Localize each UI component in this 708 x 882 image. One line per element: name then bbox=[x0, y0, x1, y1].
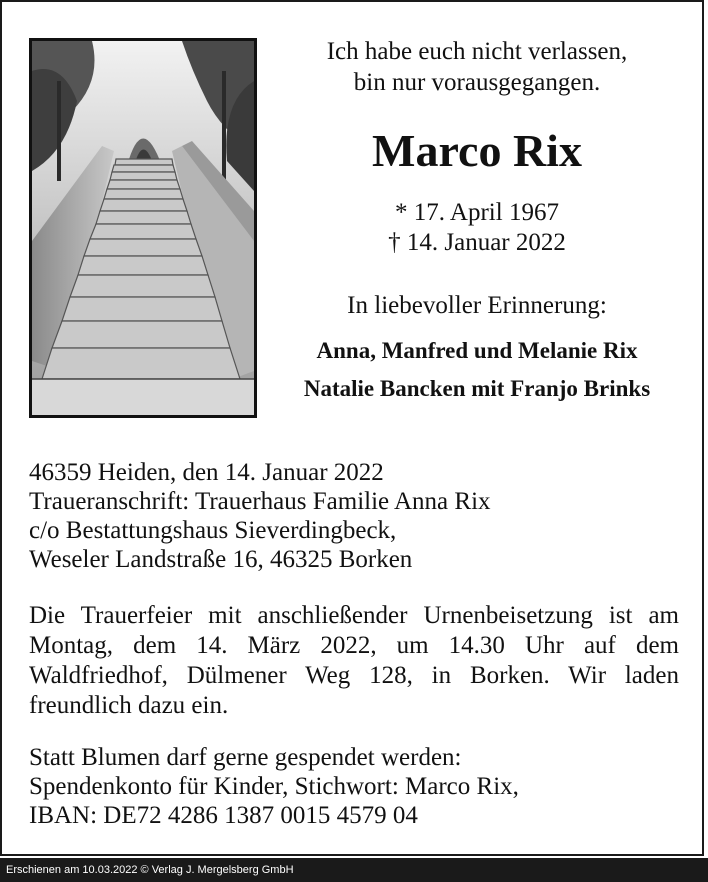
deceased-name: Marco Rix bbox=[372, 125, 582, 176]
memory-heading: In liebevoller Erinnerung: bbox=[347, 292, 607, 319]
quote bbox=[272, 36, 682, 98]
mourner-line: Anna, Manfred und Melanie Rix bbox=[316, 338, 638, 363]
mourner-line: Natalie Bancken mit Franjo Brinks bbox=[303, 376, 651, 401]
address-line: Traueranschrift: Trauerhaus Familie Anna Rix bbox=[29, 488, 491, 515]
staircase-image bbox=[32, 41, 254, 415]
quote-line: bin nur vorausgegangen. bbox=[353, 69, 601, 96]
mourning-address bbox=[29, 458, 679, 574]
mourners bbox=[272, 332, 682, 408]
life-dates bbox=[272, 198, 682, 258]
death-date: † 14. Januar 2022 bbox=[388, 229, 566, 256]
address-line: Weseler Landstraße 16, 46325 Borken bbox=[29, 546, 413, 573]
donation-line: Statt Blumen darf gerne gespendet werden: bbox=[29, 744, 462, 771]
ceremony-text: Die Trauerfeier mit anschließender Urnenbeisetzung ist am Montag, dem 14. März 2022, um 14.30 Uhr auf dem Waldfriedhof, Dülmener Weg 128, in Borken. Wir laden freundlich dazu ein. bbox=[29, 602, 679, 719]
stone-staircase-photo bbox=[29, 38, 257, 418]
donation-info bbox=[29, 743, 679, 830]
address-line: c/o Bestattungshaus Sieverdingbeck, bbox=[29, 517, 397, 544]
address-line: 46359 Heiden, den 14. Januar 2022 bbox=[29, 459, 384, 486]
publication-footer: Erschienen am 10.03.2022 © Verlag J. Mergelsberg GmbH bbox=[0, 858, 708, 882]
birth-date: * 17. April 1967 bbox=[395, 199, 559, 226]
donation-line: Spendenkonto für Kinder, Stichwort: Marco Rix, bbox=[29, 773, 519, 800]
donation-line: IBAN: DE72 4286 1387 0015 4579 04 bbox=[29, 802, 418, 829]
quote-line: Ich habe euch nicht verlassen, bbox=[326, 38, 628, 65]
